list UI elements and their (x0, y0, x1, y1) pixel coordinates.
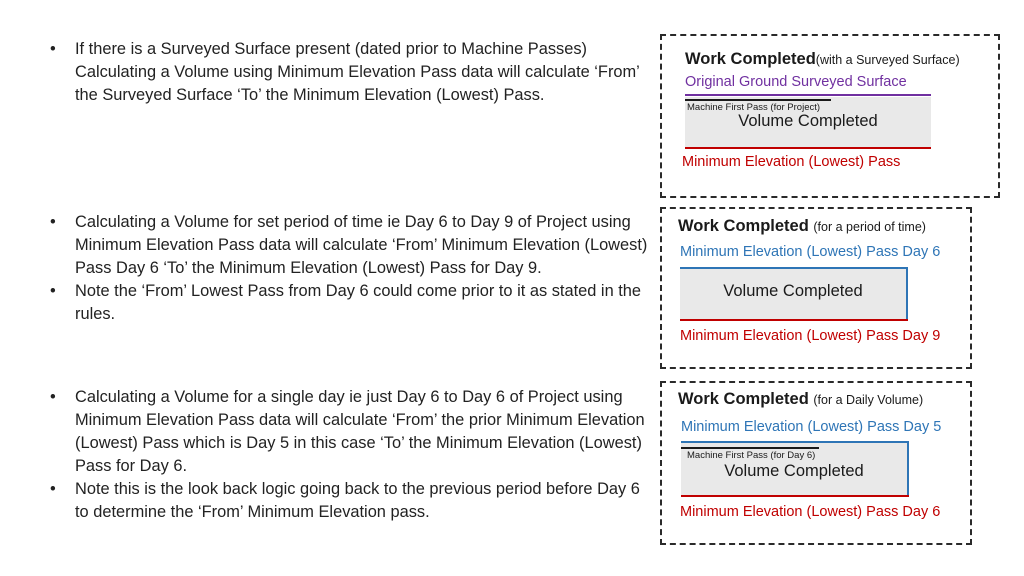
to-pass-label: Minimum Elevation (Lowest) Pass Day 6 (680, 504, 941, 520)
bullet-list-daily (48, 386, 648, 524)
bullet-dot: • (50, 282, 56, 300)
bullet-dot: • (50, 388, 56, 406)
from-pass-label: Minimum Elevation (Lowest) Pass Day 6 (680, 244, 941, 260)
volume-label: Volume Completed (723, 281, 863, 300)
bullet-text: Calculating a Volume for set period of time ie Day 6 to Day 9 of Project using Minimum Elevation Pass data will calculate ‘From’ Minimum Elevation (Lowest) Pass Day 6 ‘To’ the Minimum Elevation (Lowest) Pass for Day 9. (75, 213, 648, 277)
diagram-title-main: Work Completed (685, 50, 816, 68)
to-pass-label: Minimum Elevation (Lowest) Pass Day 9 (680, 328, 941, 344)
bullet-item (48, 386, 648, 478)
first-pass-label: Machine First Pass (for Day 6) (687, 450, 816, 461)
bullet-item (48, 38, 648, 107)
bullet-item (48, 478, 648, 524)
first-pass-label: Machine First Pass (for Project) (687, 102, 821, 113)
bullet-dot: • (50, 40, 56, 58)
surveyed-surface-label: Original Ground Surveyed Surface (685, 74, 907, 90)
diagram-title-main: Work Completed (678, 217, 809, 235)
bullet-text: If there is a Surveyed Surface present (dated prior to Machine Passes) Calculating a Volume using Minimum Elevation Pass data will calculate ‘From’ the Surveyed Surface ‘To’ the Minimum Elevation (Lowest) Pass. (75, 40, 640, 104)
diagram-title (685, 50, 960, 69)
bullet-dot: • (50, 480, 56, 498)
diagram-daily (660, 381, 972, 545)
volume-area (680, 267, 908, 319)
lowest-pass-line (680, 319, 908, 321)
first-pass-line (685, 99, 831, 101)
diagram-period (660, 207, 972, 369)
diagram-title-sub: (for a Daily Volume) (813, 393, 924, 407)
diagram-title-sub: (with a Surveyed Surface) (815, 53, 960, 67)
from-pass-label: Minimum Elevation (Lowest) Pass Day 5 (681, 419, 942, 435)
bullet-item (48, 211, 648, 280)
first-pass-line (681, 447, 819, 449)
bullet-text: Note this is the look back logic going back to the previous period before Day 6 to determine the ‘From’ Minimum Elevation pass. (75, 480, 640, 521)
diagram-title-sub: (for a period of time) (813, 220, 926, 234)
volume-label: Volume Completed (738, 111, 878, 130)
surveyed-surface-line (685, 94, 931, 96)
bullet-text: Note the ‘From’ Lowest Pass from Day 6 could come prior to it as stated in the rules. (75, 282, 642, 323)
bullet-list-surveyed-surface (48, 38, 648, 107)
diagram-surveyed-surface (660, 34, 1000, 198)
volume-label: Volume Completed (724, 461, 864, 480)
diagram-title (678, 390, 923, 409)
bullet-dot: • (50, 213, 56, 231)
diagram-title-main: Work Completed (678, 390, 809, 408)
bullet-text: Calculating a Volume for a single day ie just Day 6 to Day 6 of Project using Minimum Elevation Pass data will calculate ‘From’ the prior Minimum Elevation (Lowest) Pass which is Day 5 in this case ‘To’ the Minimum Elevation (Lowest) Pass for Day 6. (75, 388, 645, 475)
lowest-pass-label: Minimum Elevation (Lowest) Pass (682, 154, 901, 170)
diagram-title (678, 217, 926, 236)
lowest-pass-line (681, 495, 909, 497)
bullet-list-period (48, 211, 648, 326)
lowest-pass-line (685, 147, 931, 149)
bullet-item (48, 280, 648, 326)
